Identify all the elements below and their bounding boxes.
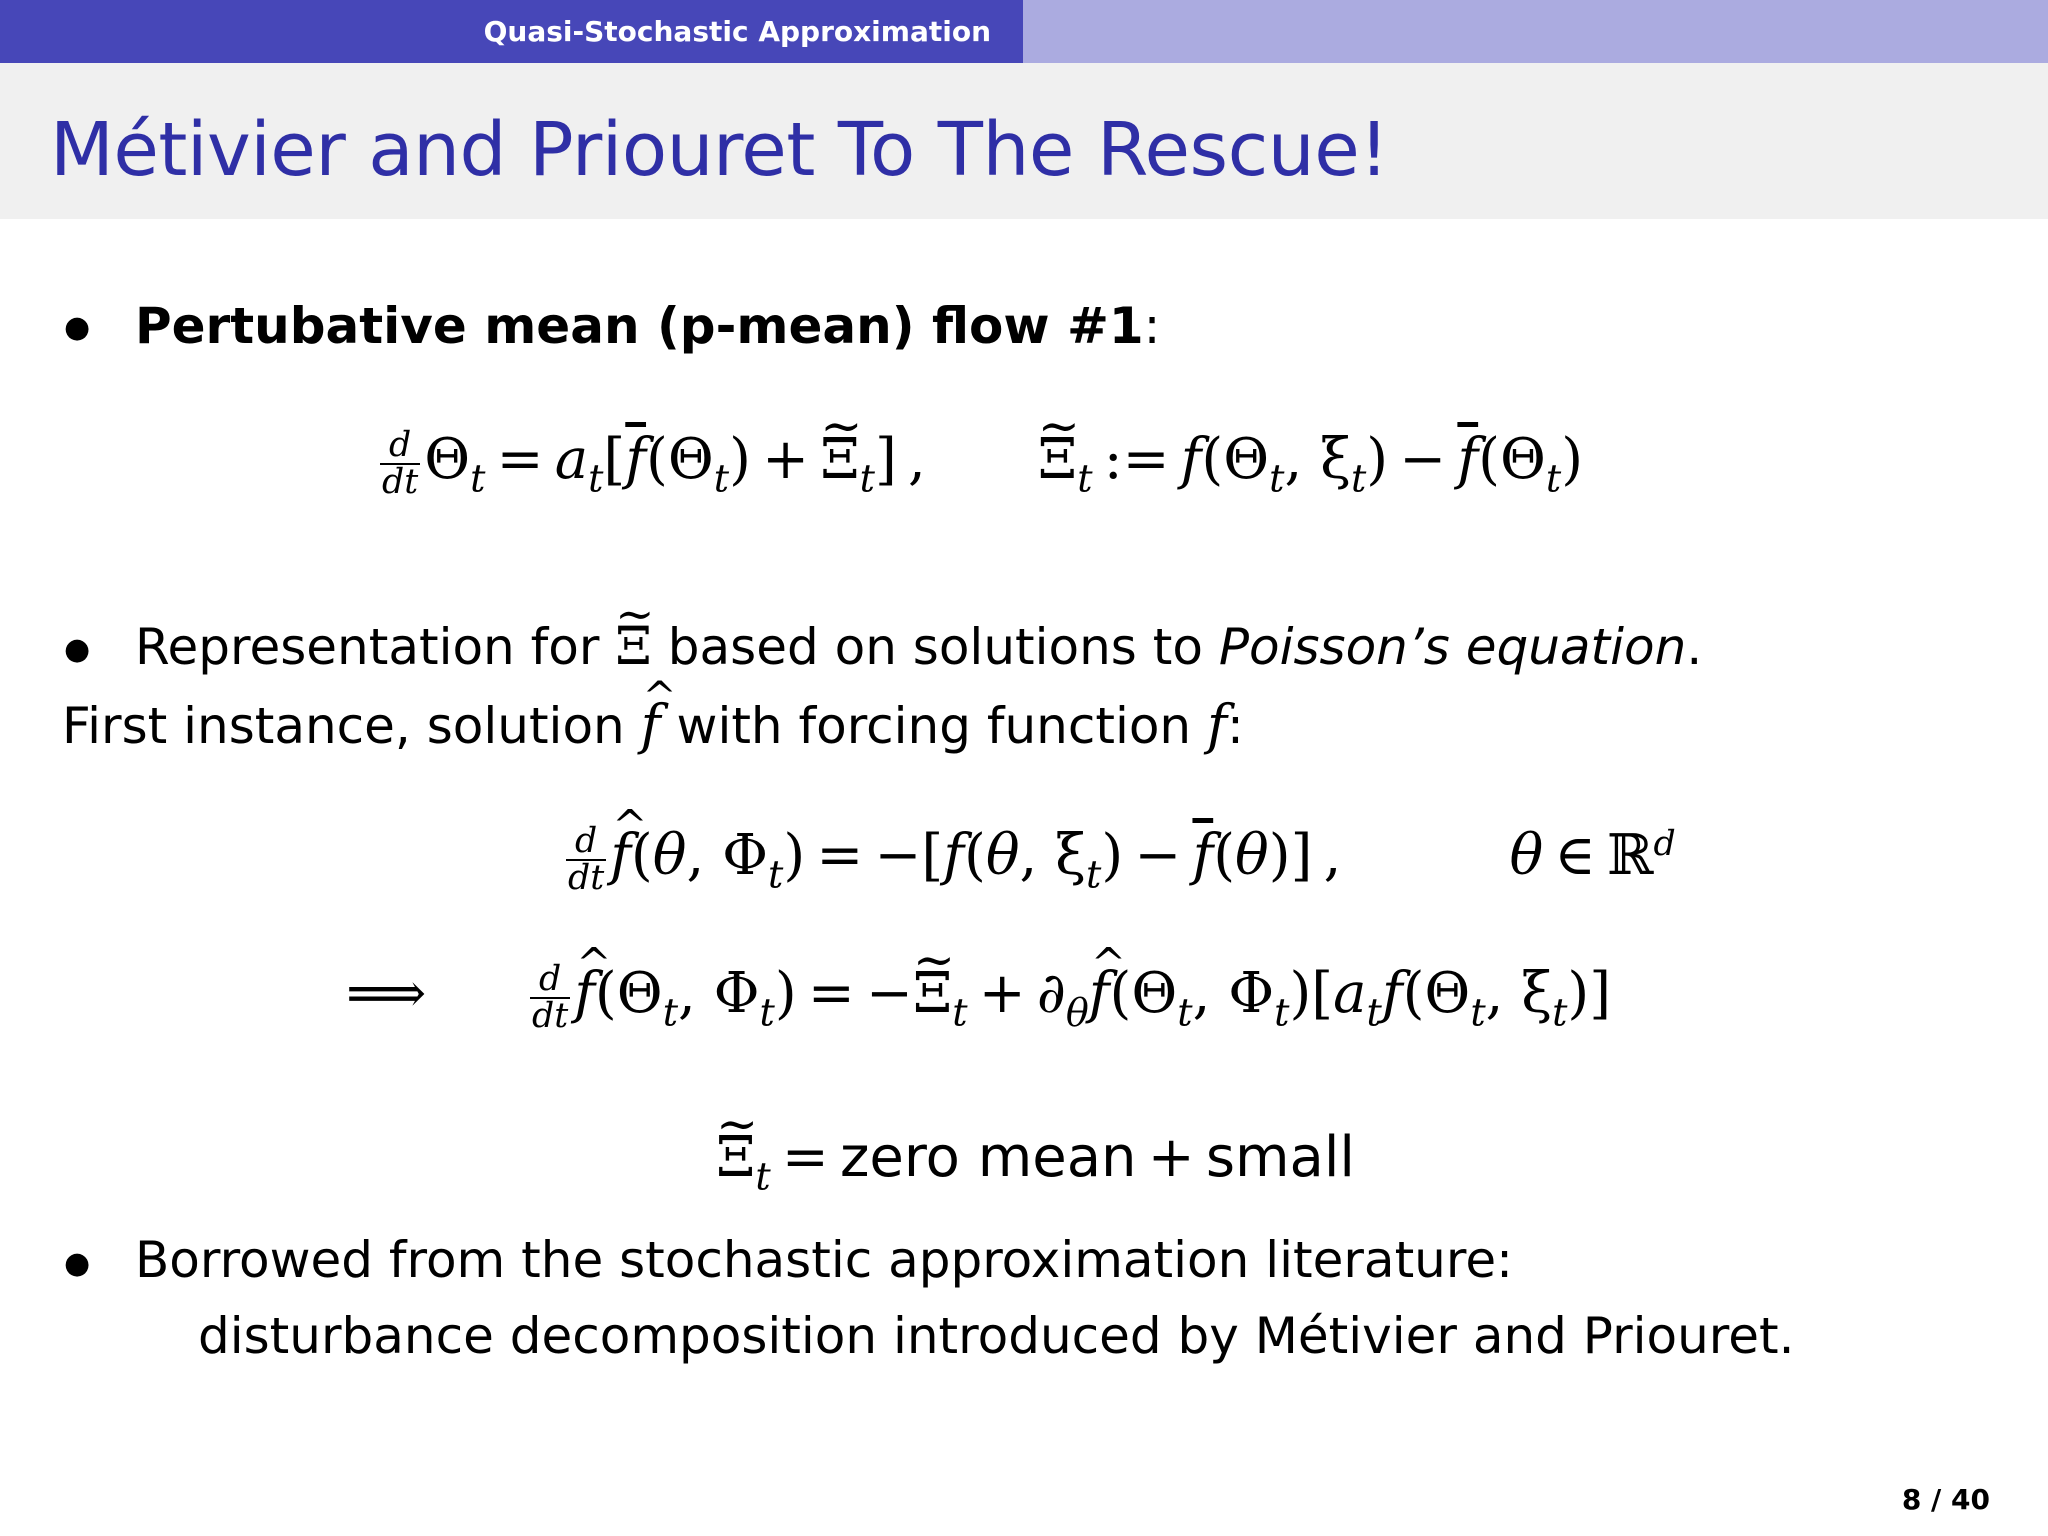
section-label: Quasi-Stochastic Approximation	[483, 15, 991, 48]
frame-title-bar	[0, 63, 2048, 219]
bullet-2-line-2: First instance, solution ^ f with forcing function f:	[62, 693, 1244, 756]
equation-zero-mean: ∼ $\Xi_t$ = zero mean + small	[716, 1125, 1355, 1198]
bullet-2-text: Representation for ∼ Ξ based on solutions to Poisson’s equation.	[135, 617, 1702, 677]
equation-decomposition: $\frac{d}{dt}$ ^ $f(\Theta_t$, $\Phi_t$) = −∼ $\Xi_t$ + $\partial_\theta\^{}$ $f(\Theta_t$, $\Phi_t)[a_tf(\Theta_t$, $\xi_t$)]	[530, 961, 1611, 1034]
equation-poisson: $\frac{d}{dt}$ ^ f(θ, $\Phi_t) = -[f(\theta$, $\xi_t) - \overline{f}(\theta)$] , θ ∈ ℝ$^d$	[566, 823, 1676, 896]
section-header[interactable]	[0, 0, 1023, 63]
bullet-marker: ●	[64, 1246, 91, 1281]
bullet-marker: ●	[64, 310, 91, 345]
bullet-3-line-2: disturbance decomposition introduced by Métivier and Priouret.	[198, 1307, 1795, 1365]
bullet-3-text: Borrowed from the stochastic approximation literature:	[135, 1231, 1513, 1289]
implies-arrow: ⟹	[346, 961, 427, 1026]
page-number: 8 / 40	[1901, 1483, 1990, 1516]
slide-title: Métivier and Priouret To The Rescue!	[50, 107, 1389, 193]
poisson-equation-term: Poisson’s equation	[1218, 618, 1687, 676]
top-navigation-bar	[0, 0, 2048, 63]
bullet-marker: ●	[64, 632, 91, 667]
equation-pmean-flow: $\frac{d}{dt}$ $\Theta_t = a_t[\overline{f}(\Theta_t)$ + ∼ $\Xi_t$] , ∼ $\Xi_t$ := $f(\Theta_t$, $\xi_t) - \overline{f}(\Theta_t)$	[380, 427, 1583, 500]
bullet-1-text: Pertubative mean (p-mean) flow #1:	[135, 297, 1161, 355]
bullet-1-heading: Pertubative mean (p-mean) flow #1	[135, 297, 1144, 355]
slide-content	[0, 219, 2048, 1536]
